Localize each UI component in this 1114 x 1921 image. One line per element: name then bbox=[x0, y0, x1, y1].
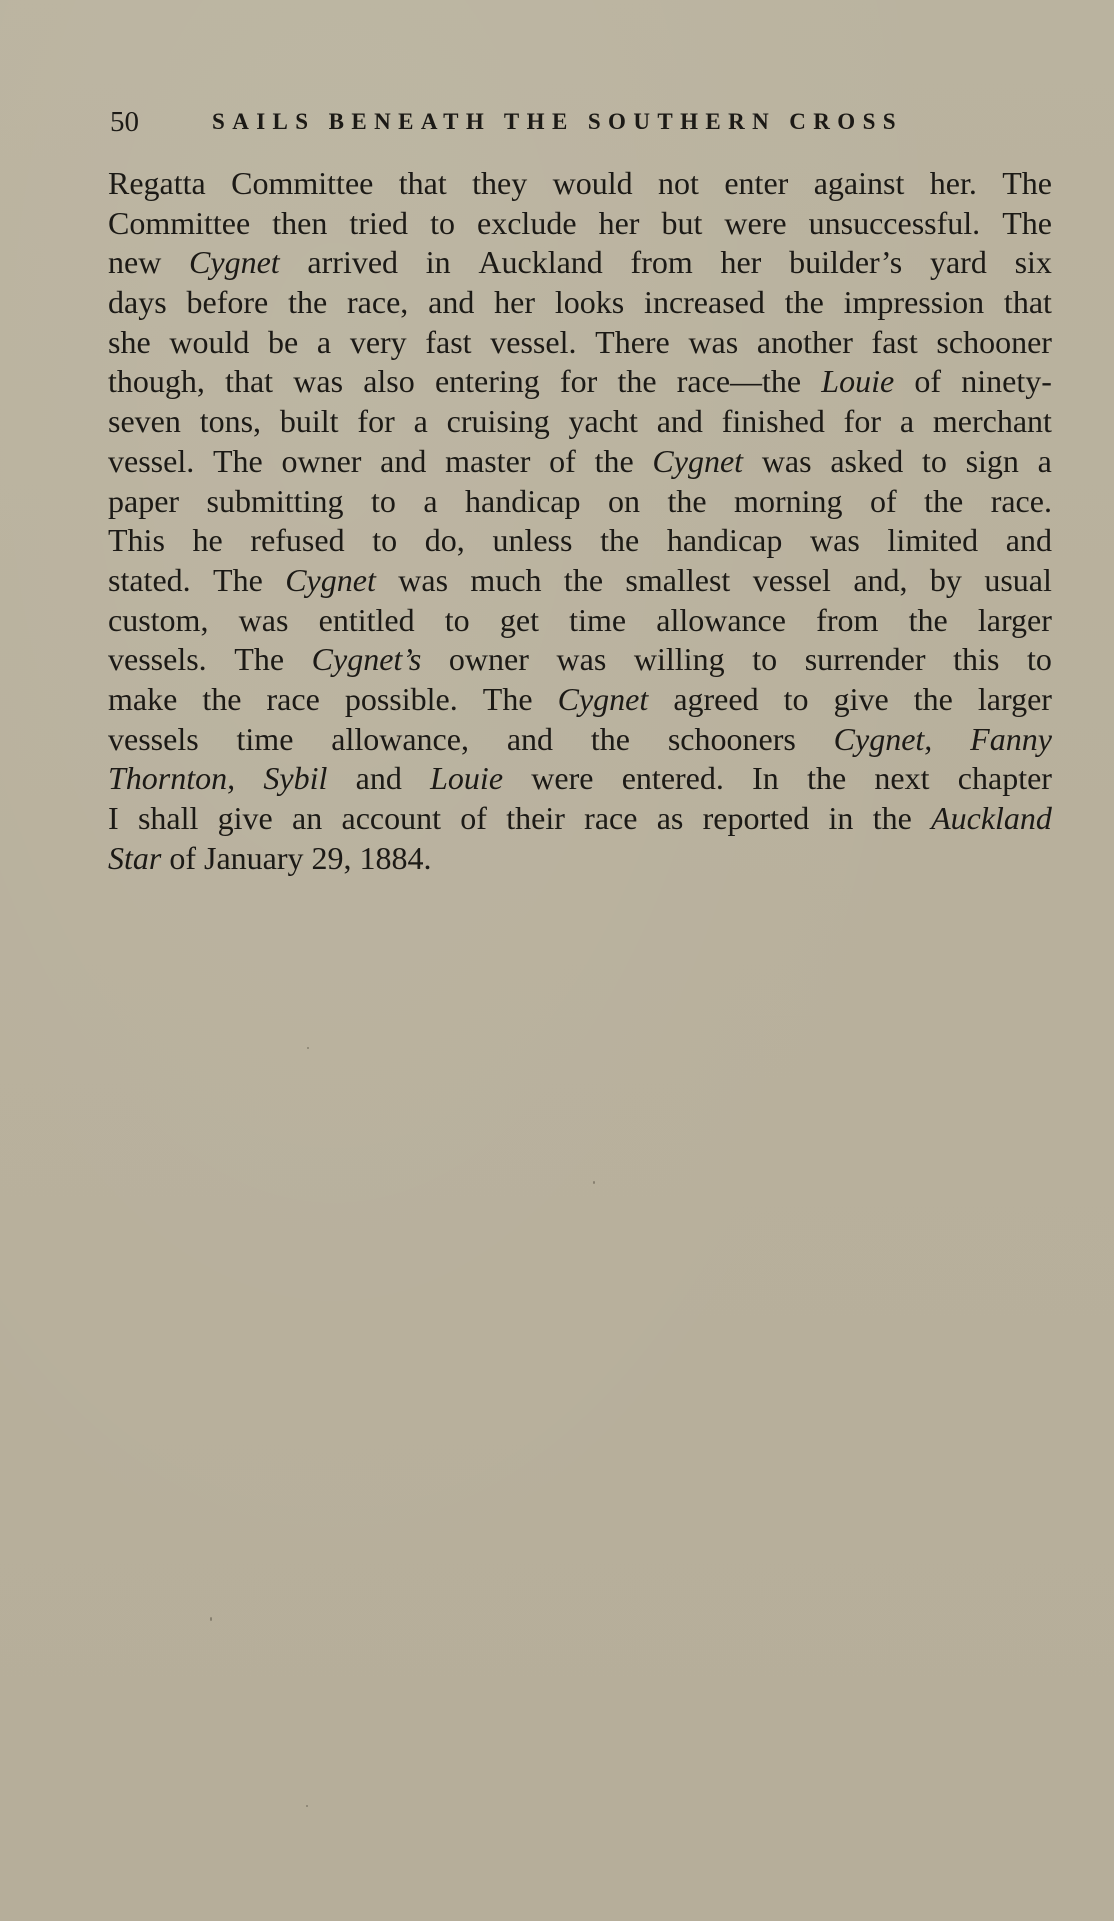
text-line bbox=[108, 839, 1052, 879]
word: Regatta bbox=[108, 165, 206, 201]
word: was bbox=[398, 561, 449, 598]
word: sign bbox=[965, 442, 1019, 479]
word: schooners bbox=[667, 720, 796, 757]
text-line bbox=[108, 640, 1052, 680]
word: merchant bbox=[932, 403, 1052, 440]
word: though, bbox=[108, 363, 205, 400]
word: Auckland bbox=[478, 244, 603, 281]
word: reported bbox=[702, 800, 810, 836]
word: another bbox=[756, 323, 853, 360]
word: The bbox=[482, 680, 533, 717]
word: impression bbox=[843, 284, 985, 321]
italic-word: Cygnet bbox=[557, 680, 649, 717]
word: against bbox=[813, 165, 905, 201]
word: entering bbox=[434, 363, 540, 400]
word: for bbox=[559, 363, 598, 400]
word: the bbox=[667, 482, 707, 519]
word: he bbox=[192, 522, 223, 559]
word: would bbox=[169, 323, 250, 360]
word: larger bbox=[977, 680, 1052, 717]
text-line bbox=[108, 482, 1052, 522]
word: master bbox=[445, 442, 531, 479]
paper-speck bbox=[593, 1181, 595, 1184]
word: yard bbox=[929, 244, 987, 281]
word: the bbox=[924, 482, 964, 519]
italic-word: Sybil bbox=[263, 760, 328, 797]
word: built bbox=[279, 403, 339, 440]
word: morning bbox=[734, 482, 843, 519]
word: that bbox=[398, 165, 447, 201]
word: from bbox=[816, 601, 879, 638]
word: tons, bbox=[199, 403, 262, 440]
word: schooner bbox=[936, 323, 1052, 360]
text-line bbox=[108, 164, 1052, 204]
word: vessel. bbox=[108, 442, 195, 479]
word: seven bbox=[108, 403, 181, 440]
italic-word: Cygnet bbox=[652, 442, 744, 479]
word: submitting bbox=[206, 482, 344, 519]
word: their bbox=[506, 800, 565, 836]
word: asked bbox=[830, 442, 904, 479]
word: account bbox=[341, 800, 442, 836]
word: chapter bbox=[957, 760, 1052, 797]
word: race, bbox=[347, 284, 409, 321]
word: to bbox=[752, 641, 778, 678]
word: of bbox=[549, 442, 576, 479]
word: yacht bbox=[568, 403, 638, 440]
word: unsuccessful. bbox=[808, 204, 981, 241]
word: give bbox=[833, 680, 889, 717]
italic-word: Louie bbox=[821, 363, 895, 400]
word: that bbox=[1003, 284, 1052, 321]
word: 29, bbox=[311, 839, 352, 876]
word: before bbox=[186, 284, 269, 321]
word: limited bbox=[887, 522, 979, 559]
italic-word: Cygnet bbox=[285, 561, 376, 598]
word: race. bbox=[990, 482, 1052, 519]
word: larger bbox=[977, 601, 1052, 638]
word: vessels. bbox=[108, 641, 207, 678]
word: shall bbox=[137, 800, 199, 836]
word: the bbox=[807, 760, 847, 797]
word: a bbox=[899, 403, 915, 440]
word: custom, bbox=[108, 601, 209, 638]
word: willing bbox=[633, 641, 725, 678]
word: The bbox=[213, 561, 263, 598]
word: cruising bbox=[446, 403, 550, 440]
word: The bbox=[234, 641, 285, 678]
word: allowance, bbox=[331, 720, 469, 757]
word: This bbox=[108, 522, 165, 559]
word: give bbox=[217, 800, 273, 836]
word: from bbox=[630, 244, 693, 281]
word: much bbox=[470, 561, 542, 598]
text-line bbox=[108, 720, 1052, 760]
paper-speck bbox=[307, 1047, 309, 1049]
word: for bbox=[357, 403, 395, 440]
word: increased bbox=[644, 284, 765, 321]
word: possible. bbox=[344, 680, 458, 717]
word: they bbox=[472, 165, 528, 201]
word: time bbox=[569, 601, 627, 638]
word: to bbox=[444, 601, 470, 638]
word: to bbox=[1027, 641, 1052, 678]
word: of bbox=[169, 839, 196, 876]
word: and bbox=[656, 403, 703, 440]
word: were bbox=[724, 204, 787, 241]
word: surrender bbox=[804, 641, 926, 678]
word: was bbox=[688, 323, 739, 360]
text-line bbox=[108, 362, 1052, 402]
word: entitled bbox=[318, 601, 415, 638]
word: in bbox=[425, 244, 451, 281]
word: I bbox=[108, 800, 119, 836]
word: race bbox=[266, 680, 320, 717]
word: and bbox=[355, 760, 402, 797]
italic-word: Cygnet, bbox=[833, 720, 933, 757]
word: her bbox=[720, 244, 762, 281]
word: a bbox=[423, 482, 438, 519]
word: owner bbox=[281, 442, 362, 479]
italic-word: Fanny bbox=[970, 720, 1052, 757]
word: the bbox=[202, 680, 242, 717]
word: would bbox=[552, 165, 633, 201]
word: paper bbox=[108, 482, 180, 519]
word: an bbox=[292, 800, 323, 836]
word: was bbox=[810, 522, 860, 559]
word: new bbox=[108, 244, 162, 281]
word: a bbox=[413, 403, 428, 440]
book-title: SAILS BENEATH THE SOUTHERN CROSS bbox=[212, 109, 903, 134]
word: unless bbox=[492, 522, 573, 559]
word: to bbox=[370, 482, 396, 519]
word: handicap bbox=[666, 522, 783, 559]
text-line bbox=[108, 521, 1052, 561]
word: the bbox=[617, 363, 657, 400]
word: fast bbox=[425, 323, 472, 360]
word: a bbox=[1037, 442, 1052, 479]
word: race bbox=[584, 800, 638, 836]
word: she bbox=[108, 323, 151, 360]
word: six bbox=[1014, 244, 1052, 281]
word: Committee bbox=[231, 165, 374, 201]
paper-speck bbox=[306, 1805, 308, 1807]
word: but bbox=[661, 204, 703, 241]
word: to bbox=[921, 442, 947, 479]
text-line bbox=[108, 561, 1052, 601]
text-line bbox=[108, 243, 1052, 283]
text-line bbox=[108, 323, 1052, 363]
word: her bbox=[598, 204, 640, 241]
word: next bbox=[874, 760, 930, 797]
word: of bbox=[914, 363, 942, 400]
word: in bbox=[828, 800, 854, 836]
page-number: 50 bbox=[110, 106, 139, 138]
word: finished bbox=[721, 403, 825, 440]
word: smallest bbox=[625, 561, 731, 598]
text-line bbox=[108, 601, 1052, 641]
word: the bbox=[784, 284, 824, 321]
word: agreed bbox=[673, 680, 759, 717]
word: to bbox=[430, 204, 455, 241]
word: then bbox=[272, 204, 328, 241]
text-line bbox=[108, 442, 1052, 482]
word: There bbox=[595, 323, 670, 360]
word: of bbox=[460, 800, 487, 836]
word: January bbox=[204, 839, 304, 876]
word: and bbox=[380, 442, 427, 479]
text-line bbox=[108, 204, 1052, 244]
word: the bbox=[908, 601, 948, 638]
paper-speck bbox=[210, 1617, 212, 1621]
word: the bbox=[872, 800, 912, 836]
text-line bbox=[108, 402, 1052, 442]
word: make bbox=[108, 680, 178, 717]
word: was bbox=[556, 641, 607, 678]
word: do, bbox=[424, 522, 465, 559]
word: looks bbox=[554, 284, 625, 321]
word: as bbox=[656, 800, 684, 836]
word: vessel. bbox=[490, 323, 577, 360]
running-head bbox=[110, 102, 1010, 142]
word: to bbox=[372, 522, 398, 559]
word: this bbox=[953, 641, 1000, 678]
word: the bbox=[563, 561, 604, 598]
word: time bbox=[236, 720, 294, 757]
word: that bbox=[225, 363, 274, 400]
text-line bbox=[108, 283, 1052, 323]
word: and bbox=[428, 284, 475, 321]
word: allowance bbox=[656, 601, 786, 638]
word: to bbox=[783, 680, 809, 717]
word: the bbox=[590, 720, 630, 757]
word: In bbox=[752, 760, 779, 797]
italic-word: Louie bbox=[430, 760, 504, 797]
word: get bbox=[499, 601, 539, 638]
word: vessel bbox=[752, 561, 831, 598]
word: days bbox=[108, 284, 167, 321]
word: race—the bbox=[676, 363, 802, 400]
word: owner bbox=[448, 641, 529, 678]
word: arrived bbox=[307, 244, 399, 281]
word: a bbox=[316, 323, 332, 360]
word: vessels bbox=[108, 720, 199, 757]
word: fast bbox=[871, 323, 918, 360]
word: was bbox=[238, 601, 289, 638]
word: the bbox=[594, 442, 634, 479]
word: The bbox=[1002, 204, 1052, 241]
word: enter bbox=[724, 165, 789, 201]
word: and, bbox=[853, 561, 908, 598]
word: usual bbox=[984, 561, 1052, 598]
word: very bbox=[349, 323, 407, 360]
italic-word: Auckland bbox=[931, 800, 1052, 836]
word: on bbox=[607, 482, 640, 519]
word: be bbox=[268, 323, 299, 360]
word: and bbox=[506, 720, 554, 757]
text-line bbox=[108, 680, 1052, 720]
word: also bbox=[363, 363, 415, 400]
body-paragraph bbox=[108, 164, 1052, 878]
word: exclude bbox=[477, 204, 577, 241]
word: were bbox=[531, 760, 594, 797]
word: 1884. bbox=[359, 839, 432, 876]
word: ninety- bbox=[961, 363, 1052, 400]
word: tried bbox=[349, 204, 409, 241]
word: refused bbox=[250, 522, 345, 559]
word: entered. bbox=[621, 760, 724, 797]
word: the bbox=[288, 284, 328, 321]
italic-word: Star bbox=[108, 839, 162, 876]
word: and bbox=[1005, 522, 1052, 559]
text-line bbox=[108, 759, 1052, 799]
word: of bbox=[869, 482, 897, 519]
word: her bbox=[494, 284, 536, 321]
word: was bbox=[293, 363, 344, 400]
italic-word: Thornton, bbox=[108, 760, 236, 797]
word: was bbox=[761, 442, 812, 479]
word: the bbox=[600, 522, 640, 559]
word: stated. bbox=[108, 561, 191, 598]
word: The bbox=[1002, 165, 1052, 201]
word: builder’s bbox=[789, 244, 903, 281]
word: handicap bbox=[465, 482, 581, 519]
word: The bbox=[212, 442, 263, 479]
word: the bbox=[913, 680, 953, 717]
word: Committee bbox=[108, 204, 251, 241]
italic-word: Cygnet bbox=[189, 244, 280, 281]
word: not bbox=[658, 165, 699, 201]
word: for bbox=[843, 403, 881, 440]
word: by bbox=[929, 561, 962, 598]
text-line bbox=[108, 799, 1052, 839]
italic-word: Cygnet’s bbox=[311, 641, 422, 678]
word: her. bbox=[929, 165, 977, 201]
